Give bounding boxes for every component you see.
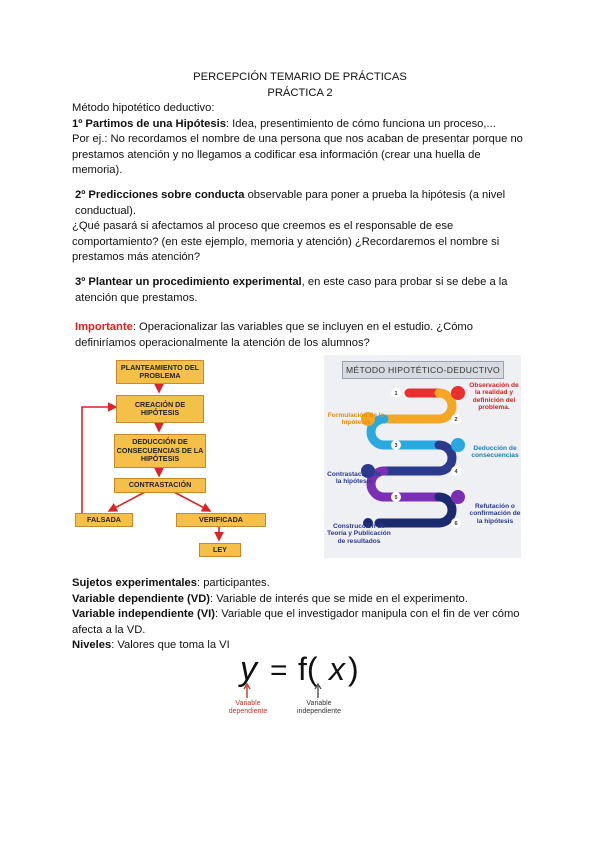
def-vd <box>72 592 542 608</box>
method-flowchart <box>72 355 322 558</box>
vd-text: : Variable de interés que se mide en el experimento. <box>210 593 468 605</box>
step1-example: Por ej.: No recordamos el nombre de una persona que nos acaban de presentar porque no prestamos atención y no llegamos a codificar esa información (crear una huella de memoria). <box>72 133 523 177</box>
step-number-4: 4 <box>454 469 458 475</box>
people-icon <box>451 490 465 504</box>
gear-icon <box>451 386 465 400</box>
label-construccion: Construcción de Teoría y Publicación de resultados <box>327 523 391 545</box>
label-observacion: Observación de la realidad y definición del problema. <box>469 382 519 412</box>
step-number-5: 5 <box>394 495 398 501</box>
niveles-label: Niveles <box>72 639 112 651</box>
flow-box-ley: LEY <box>199 543 241 557</box>
formula-y: y <box>240 650 257 688</box>
step3-label: 3º Plantear un procedimiento experimental <box>75 276 302 288</box>
flow-box-falsada: FALSADA <box>75 513 133 527</box>
step-number-3: 3 <box>394 443 398 449</box>
flow-box-creacion: CREACIÓN DE HIPÓTESIS <box>116 395 204 423</box>
important-text: : Operacionalizar las variables que se incluyen en el estudio. ¿Cómo definiríamos operacionalmente la atención de los alumnos? <box>75 321 473 349</box>
step3-line <box>75 275 545 306</box>
method-infographic <box>324 355 521 558</box>
step-number-2: 2 <box>454 417 458 423</box>
document-title: PERCEPCIÓN TEMARIO DE PRÁCTICAS <box>193 71 407 83</box>
step2-text: observable para poner a prueba la hipótesis (a nivel conductual). <box>75 189 506 217</box>
flow-box-verificada: VERIFICADA <box>176 513 266 527</box>
def-vi <box>72 607 522 638</box>
chart-icon <box>451 438 465 452</box>
label-independent-variable: Variable independiente <box>297 700 341 715</box>
step1-line <box>72 117 542 133</box>
step2-line <box>75 188 545 219</box>
sujetos-text: : participantes. <box>196 577 270 589</box>
vi-text: : Variable que el investigador manipula con el fin de ver cómo afecta a la VD. <box>72 608 520 636</box>
flow-box-deduccion: DEDUCCIÓN DE CONSECUENCIAS DE LA HIPÓTESIS <box>114 434 206 468</box>
step2-question: ¿Qué pasará si afectamos al proceso que creemos es el responsable de ese comportamiento? (en este ejemplo, memoria y atención) ¿Recordaremos el nombre si prestamos más atención? <box>72 220 500 264</box>
step2-label: 2º Predicciones sobre conducta <box>75 189 245 201</box>
label-deduccion: Deducción de consecuencias <box>471 445 519 460</box>
formula-close-paren: ) <box>348 651 359 687</box>
infographic-title: MÉTODO HIPOTÉTICO-DEDUCTIVO <box>342 361 504 379</box>
vi-label: Variable independiente (VI) <box>72 608 215 620</box>
important-label: Importante <box>75 321 133 333</box>
important-note <box>75 320 523 351</box>
def-sujetos <box>72 576 542 592</box>
step1-label: 1º Partimos de una Hipótesis <box>72 118 226 130</box>
label-contrastacion: Contrastación de la hipótesis <box>327 471 381 486</box>
step-number-6: 6 <box>454 521 458 527</box>
label-dependent-variable: Variable dependiente <box>228 700 268 715</box>
step3-text: , en este caso para probar si se debe a la atención que prestamos. <box>75 276 508 304</box>
formula-x: x <box>329 651 345 687</box>
label-formulacion: Formulación de la hipótesis <box>327 412 385 427</box>
step1-text: : Idea, presentimiento de cómo funciona un proceso,... <box>225 118 496 130</box>
flow-box-planteamiento: PLANTEAMIENTO DEL PROBLEMA <box>116 360 204 384</box>
document-subtitle: PRÁCTICA 2 <box>267 87 333 99</box>
formula-figure <box>222 646 392 726</box>
vd-label: Variable dependiente (VD) <box>72 593 211 605</box>
sujetos-label: Sujetos experimentales <box>72 577 197 589</box>
niveles-text: : Valores que toma la VI <box>111 639 230 651</box>
label-refutacion: Refutación o confirmación de la hipótesis <box>469 503 521 525</box>
step-number-1: 1 <box>394 391 398 397</box>
intro-line: Método hipotético deductivo: <box>72 102 215 114</box>
formula-f: f( <box>298 651 318 687</box>
formula-equals: = <box>270 654 288 687</box>
flow-box-contrastacion: CONTRASTACIÓN <box>114 478 206 493</box>
